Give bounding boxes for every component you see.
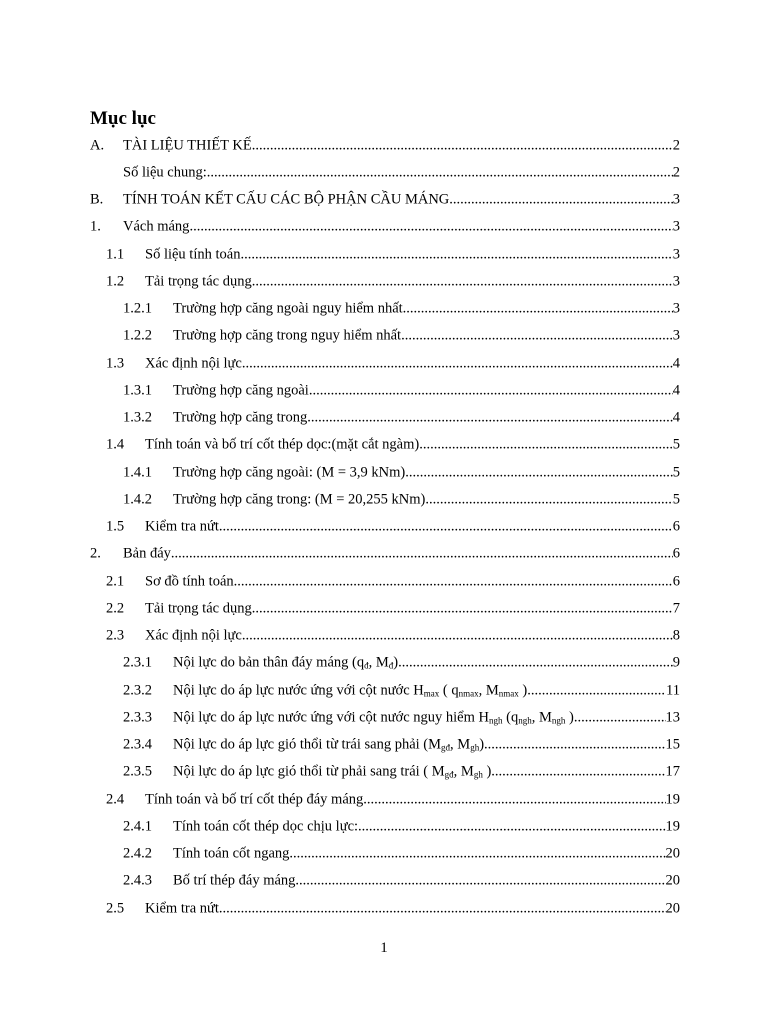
toc-entry-page: 6 (672, 545, 680, 562)
toc-entry[interactable] (90, 813, 680, 840)
toc-entry-label: Xác định nội lực (145, 627, 242, 644)
toc-entry-number: 1.4.1 (123, 464, 152, 481)
toc-entry[interactable] (90, 732, 680, 759)
toc-entry[interactable] (90, 677, 680, 704)
toc-entry[interactable] (90, 187, 680, 214)
toc-entry-number: 2. (90, 545, 101, 562)
toc-entry-label: Số liệu chung: (123, 164, 207, 181)
dot-leader (401, 328, 673, 345)
table-of-contents (90, 132, 680, 922)
dot-leader (363, 791, 665, 808)
dot-leader (419, 437, 673, 454)
dot-leader (398, 655, 673, 672)
page-title: Mục lục (90, 108, 156, 129)
toc-entry[interactable] (90, 432, 680, 459)
toc-entry-number: 1.3 (106, 355, 125, 372)
toc-entry-number: 1.4.2 (123, 491, 152, 508)
toc-entry[interactable] (90, 486, 680, 513)
dot-leader (252, 137, 673, 154)
dot-leader (219, 519, 673, 536)
dot-leader (491, 764, 665, 781)
toc-entry-label: Nội lực do bản thân đáy máng ($q_đ$, $M_đ$) (173, 654, 399, 671)
dot-leader (484, 737, 665, 754)
toc-entry-page: 20 (665, 845, 680, 862)
toc-entry-label: TÍNH TOÁN KẾT CẤU CÁC BỘ PHẬN CẦU MÁNG (123, 191, 450, 208)
dot-leader (242, 628, 673, 645)
toc-entry[interactable] (90, 214, 680, 241)
toc-entry[interactable] (90, 541, 680, 568)
dot-leader (449, 192, 672, 209)
toc-entry-number: 2.3.1 (123, 654, 152, 671)
dot-leader (403, 301, 673, 318)
toc-entry[interactable] (90, 268, 680, 295)
toc-entry-page: 19 (665, 818, 680, 835)
toc-entry-page: 3 (672, 327, 680, 344)
toc-entry[interactable] (90, 405, 680, 432)
toc-entry-label: Số liệu tính toán (145, 246, 241, 263)
dot-leader (574, 709, 666, 726)
toc-entry-page: 3 (672, 246, 680, 263)
toc-entry-page: 3 (672, 191, 680, 208)
toc-entry-number: 1. (90, 218, 101, 235)
dot-leader (358, 818, 665, 835)
toc-entry-number: 1.3.2 (123, 409, 152, 426)
toc-entry[interactable] (90, 323, 680, 350)
toc-entry-label: Tính toán và bố trí cốt thép dọc:(mặt cắt ngàm) (145, 436, 420, 453)
toc-entry[interactable] (90, 241, 680, 268)
toc-entry-number: B. (90, 191, 104, 208)
toc-entry-page: 4 (672, 409, 680, 426)
toc-entry-label: Xác định nội lực (145, 355, 242, 372)
toc-entry-page: 3 (672, 300, 680, 317)
toc-entry-page: 5 (672, 464, 680, 481)
toc-entry-number: 2.3.5 (123, 763, 152, 780)
dot-leader (189, 219, 672, 236)
dot-leader (295, 873, 665, 890)
toc-entry-page: 5 (672, 491, 680, 508)
toc-entry-label: Nội lực do áp lực gió thổi từ trái sang phải ($M_{gđ}$, $M_{gh}$) (173, 736, 485, 753)
toc-entry-number: 1.2.1 (123, 300, 152, 317)
toc-entry-label: Nội lực do áp lực nước ứng với cột nước nguy hiểm $H_{ngh}$ ($q_{ngh}$, $M_{ngh}$ ) (173, 709, 574, 726)
toc-entry-page: 4 (672, 355, 680, 372)
toc-entry-number: 2.3 (106, 627, 125, 644)
toc-entry[interactable] (90, 868, 680, 895)
toc-entry-page: 2 (672, 137, 680, 154)
dot-leader (171, 546, 673, 563)
toc-entry-number: 2.3.3 (123, 709, 152, 726)
toc-entry-label: Trường hợp căng ngoài (173, 382, 309, 399)
toc-entry[interactable] (90, 377, 680, 404)
dot-leader (405, 464, 673, 481)
toc-entry-number: 2.1 (106, 573, 125, 590)
toc-entry[interactable] (90, 595, 680, 622)
toc-entry[interactable] (90, 841, 680, 868)
toc-entry-number: 1.5 (106, 518, 125, 535)
toc-entry[interactable] (90, 623, 680, 650)
toc-entry-page: 6 (672, 518, 680, 535)
toc-entry[interactable] (90, 786, 680, 813)
dot-leader (527, 682, 666, 699)
toc-entry-label: Bản đáy (123, 545, 171, 562)
toc-entry[interactable] (90, 132, 680, 159)
toc-entry-number: 2.4.1 (123, 818, 152, 835)
toc-entry-number: 2.4.2 (123, 845, 152, 862)
toc-entry-number: 1.2.2 (123, 327, 152, 344)
toc-entry-number: 1.2 (106, 273, 125, 290)
toc-entry-label: Tải trọng tác dụng (145, 273, 252, 290)
toc-entry-number: 1.4 (106, 436, 125, 453)
toc-entry-label: Tính toán và bố trí cốt thép đáy máng (145, 791, 364, 808)
toc-entry-number: 1.3.1 (123, 382, 152, 399)
toc-entry-page: 15 (665, 736, 680, 753)
toc-entry-label: TÀI LIỆU THIẾT KẾ (123, 137, 252, 154)
toc-entry-page: 11 (666, 682, 680, 699)
toc-entry-number: 2.3.2 (123, 682, 152, 699)
toc-entry-number: A. (90, 137, 105, 154)
dot-leader (240, 246, 672, 263)
toc-entry-number: 2.2 (106, 600, 125, 617)
dot-leader (207, 164, 673, 181)
toc-entry-page: 3 (672, 218, 680, 235)
toc-entry-page: 20 (665, 872, 680, 889)
toc-entry[interactable] (90, 159, 680, 186)
toc-entry-number: 1.1 (106, 246, 125, 263)
page-number: 1 (380, 940, 388, 956)
toc-entry-label: Trường hợp căng trong (173, 409, 308, 426)
toc-entry-label: Nội lực do áp lực gió thổi từ phải sang trái ( $M_{gđ}$, $M_{gh}$ ) (173, 763, 492, 780)
toc-entry-label: Trường hợp căng trong: (M = 20,255 kNm) (173, 491, 426, 508)
toc-entry[interactable] (90, 568, 680, 595)
dot-leader (425, 491, 672, 508)
toc-entry[interactable] (90, 650, 680, 677)
toc-entry-page: 7 (672, 600, 680, 617)
toc-entry-label: Tính toán cốt thép dọc chịu lực: (173, 818, 359, 835)
toc-entry-label: Tải trọng tác dụng (145, 600, 252, 617)
toc-entry-page: 17 (665, 763, 680, 780)
toc-entry-page: 13 (665, 709, 680, 726)
dot-leader (234, 573, 673, 590)
toc-entry-page: 9 (672, 654, 680, 671)
toc-entry-page: 3 (672, 273, 680, 290)
dot-leader (252, 273, 673, 290)
dot-leader (289, 846, 665, 863)
toc-entry-page: 19 (665, 791, 680, 808)
toc-entry-label: Sơ đồ tính toán (145, 573, 234, 590)
toc-entry[interactable] (90, 459, 680, 486)
dot-leader (309, 382, 673, 399)
toc-entry-number: 2.3.4 (123, 736, 152, 753)
toc-entry[interactable] (90, 514, 680, 541)
dot-leader (307, 410, 673, 427)
toc-entry[interactable] (90, 759, 680, 786)
toc-entry-label: Tính toán cốt ngang (173, 845, 290, 862)
toc-entry-page: 20 (665, 900, 680, 917)
toc-entry-number: 2.5 (106, 900, 125, 917)
toc-entry-page: 5 (672, 436, 680, 453)
toc-entry[interactable] (90, 704, 680, 731)
toc-entry-number: 2.4 (106, 791, 125, 808)
toc-entry-label: Bố trí thép đáy máng (173, 872, 296, 889)
toc-entry-label: Nội lực do áp lực nước ứng với cột nước $H_{max}$ ( $q_{nmax}$, $M_{nmax}$ ) (173, 682, 528, 699)
toc-entry-label: Kiểm tra nứt (145, 518, 219, 535)
toc-entry[interactable] (90, 296, 680, 323)
toc-entry-label: Trường hợp căng trong nguy hiểm nhất (173, 327, 402, 344)
toc-entry[interactable] (90, 350, 680, 377)
toc-entry-label: Trường hợp căng ngoài: (M = 3,9 kNm) (173, 464, 406, 481)
toc-entry-label: Trường hợp căng ngoài nguy hiểm nhất (173, 300, 403, 317)
toc-entry[interactable] (90, 895, 680, 922)
toc-entry-page: 4 (672, 382, 680, 399)
toc-entry-number: 2.4.3 (123, 872, 152, 889)
toc-entry-label: Kiểm tra nứt (145, 900, 219, 917)
toc-entry-label: Vách máng (123, 218, 190, 235)
toc-entry-page: 6 (672, 573, 680, 590)
dot-leader (219, 900, 666, 917)
dot-leader (242, 355, 673, 372)
toc-entry-page: 2 (672, 164, 680, 181)
toc-entry-page: 8 (672, 627, 680, 644)
dot-leader (252, 600, 673, 617)
